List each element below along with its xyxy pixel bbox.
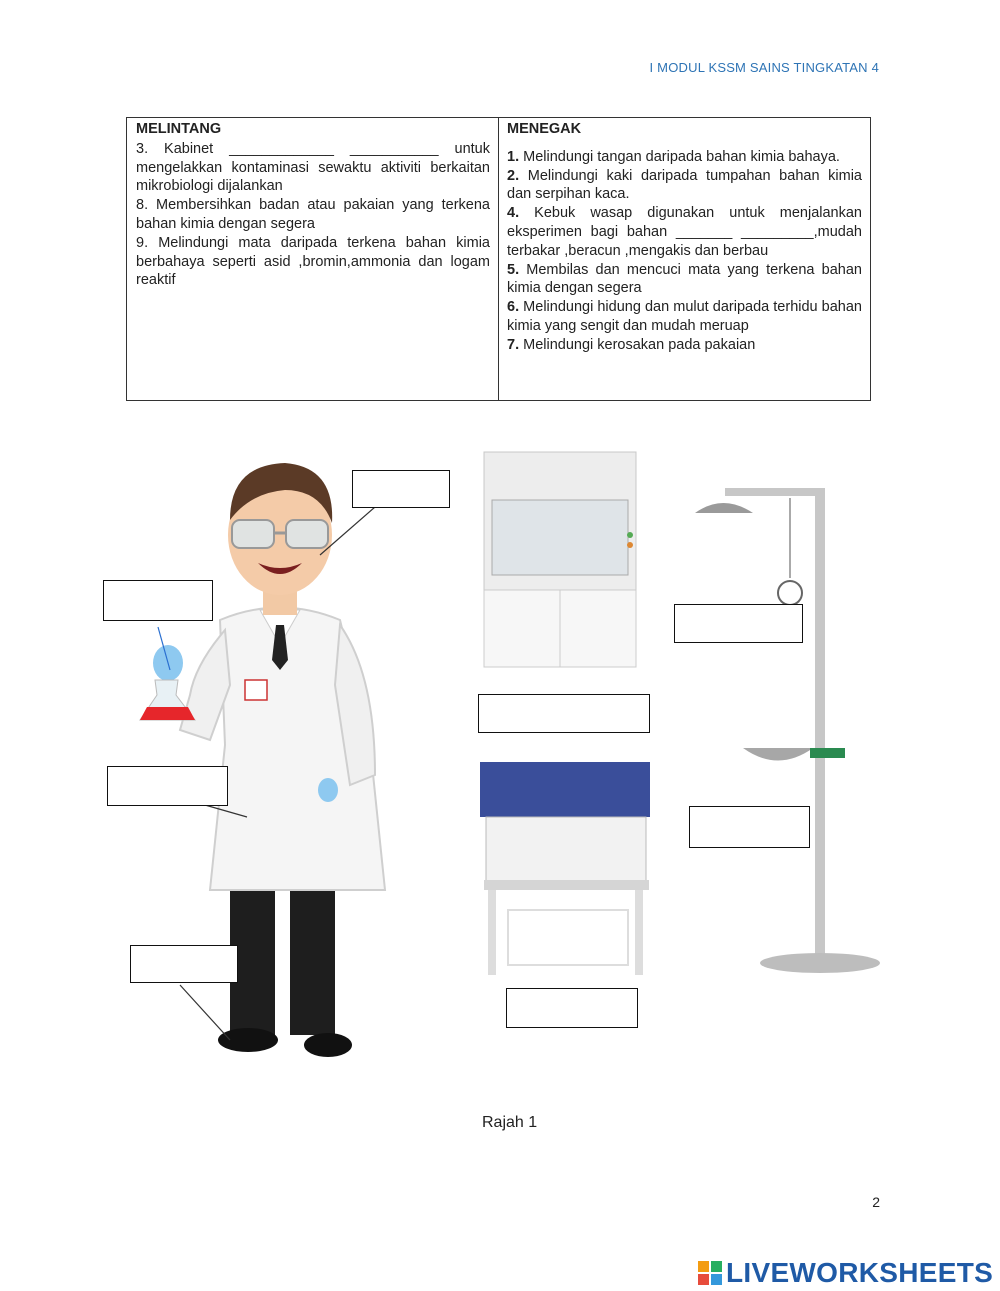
answer-box-lab-coat[interactable] [107,766,228,806]
fume-hood-illustration [480,450,640,670]
across-clue-9: 9. Melindungi mata daripada terkena bahan kimia berbahaya seperti asid ,bromin,ammonia dan logam reaktif [136,234,490,289]
brand-logo-icon [698,1261,722,1285]
down-clue-7: 7. Melindungi kerosakan pada pakaian [507,336,756,353]
laminar-flow-cabinet-illustration [478,760,653,975]
brand-name: LIVEWORKSHEETS [726,1257,994,1288]
down-clue-6: 6. Melindungi hidung dan mulut daripada terhidu bahan kimia yang sengit dan mudah meruap [507,299,862,334]
down-clue-1: 1. Melindungi tangan daripada bahan kimia bahaya. [507,148,840,165]
page-number: 2 [872,1194,880,1210]
across-clue-3: 3. Kabinet _____________ ___________ untuk mengelakkan kontaminasi sewaktu aktiviti berkaitan mikrobiologi dijalankan [136,140,490,195]
module-header: I MODUL KSSM SAINS TINGKATAN 4 [649,60,879,75]
across-heading: MELINTANG [136,121,222,137]
down-clue-2: 2. Melindungi kaki daripada tumpahan bahan kimia dan serpihan kaca. [507,167,862,203]
safety-shower-illustration [695,478,880,983]
answer-box-shoes[interactable] [130,945,238,983]
answer-box-goggles[interactable] [352,470,450,508]
answer-box-safety-shower[interactable] [674,604,803,643]
across-column [127,118,499,400]
down-column [499,118,870,400]
crossword-clue-table [126,117,871,401]
answer-box-eye-wash[interactable] [689,806,810,848]
down-clue-list [507,148,862,355]
answer-box-laminar-cabinet[interactable] [506,988,638,1028]
across-clue-8: 8. Membersihkan badan atau pakaian yang terkena bahan kimia dengan segera [136,197,490,232]
answer-box-gloves[interactable] [103,580,213,621]
liveworksheets-logo [698,1257,993,1289]
down-clue-5: 5. Membilas dan mencuci mata yang terkena bahan kimia dengan segera [507,261,862,297]
down-clue-4: 4. Kebuk wasap digunakan untuk menjalankan eksperimen bagi bahan _______ _________,mudah terbakar ,beracun ,mengakis dan berbau [507,205,862,259]
figure-caption: Rajah 1 [482,1114,538,1131]
down-heading: MENEGAK [507,121,582,137]
answer-box-fume-hood[interactable] [478,694,650,733]
